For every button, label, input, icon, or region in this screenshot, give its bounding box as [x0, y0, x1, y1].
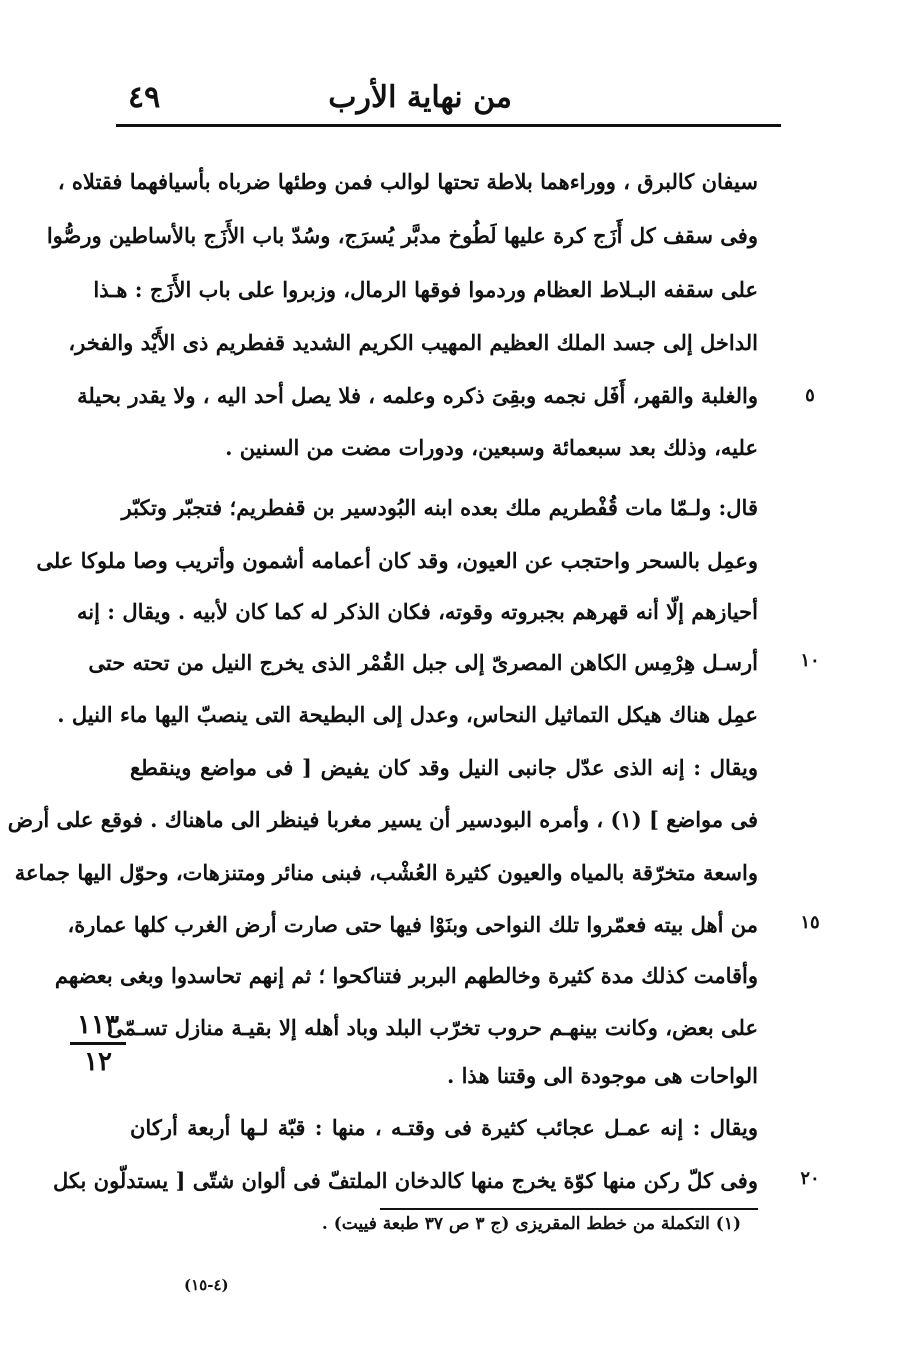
line-number-10: ١٠: [800, 650, 820, 671]
text-line-14: واسعة متخرّقة بالمياه والعيون كثيرة العُشْب، فبنى منائر ومتنزهات، وحوّل اليها جماعة: [14, 860, 758, 885]
footnote-divider: [380, 1208, 758, 1210]
signature-mark: (٤-١٥): [184, 1276, 229, 1294]
text-line-20: وفى كلّ ركن منها كوّة يخرج منها كالدخان الملتفّ فى ألوان شتّى [ يستدلّون بكل: [52, 1168, 758, 1193]
text-line-19: ويقال : إنه عمـل عجائب كثيرة فى وقتـه ، منها : قبّة لـها أربعة أركان: [130, 1115, 758, 1140]
running-title: من نهاية الأرب: [328, 80, 512, 115]
text-line-6: عليه، وذلك بعد سبعمائة وسبعين، ودورات مضت من السنين .: [225, 435, 758, 460]
text-line-15: من أهل بيته فعمّروا تلك النواحى وبنَوْا فيها حتى صارت أرض الغرب كلها عمارة،: [67, 912, 758, 937]
text-line-18: الواحات هى موجودة الى وقتنا هذا .: [446, 1063, 758, 1088]
page-number: ٤٩: [128, 80, 161, 115]
text-line-10: أرسـل هِرْمِس الكاهن المصرىّ إلى جبل القُمْر الذى يخرج النيل من تحته حتى: [88, 650, 758, 675]
margin-reference-top: ١١٣: [77, 1010, 119, 1040]
line-number-20: ٢٠: [800, 1168, 820, 1189]
text-line-1: سيفان كالبرق ، ووراءهما بلاطة تحتها لوالب فمن وطئها ضرباه بأسيافهما فقتلاه ،: [57, 169, 758, 194]
margin-reference-bottom: ١٢: [84, 1047, 112, 1077]
text-line-12: ويقال : إنه الذى عدّل جانبى النيل وقد كان يفيض [ فى مواضع وينقطع: [130, 755, 758, 780]
text-line-2: وفى سقف كل أَزَج كرة عليها لَطُوخ مدبَّر يُسرَج، وسُدّ باب الأَزَج بالأساطين ورصُّوا: [46, 223, 758, 248]
text-line-11: عمِل هناك هيكل التماثيل النحاس، وعدل إلى البطيحة التى ينصبّ اليها ماء النيل .: [57, 702, 758, 727]
text-line-7: قال: ولـمّا مات قُفْطريم ملك بعده ابنه البُودسير بن قفطريم؛ فتجبّر وتكبّر: [121, 495, 758, 520]
text-line-9: أحيازهم إلّا أنه قهرهم بجبروته وقوته، فكان الذكر له كما كان لأبيه . ويقال : إنه: [77, 599, 758, 624]
line-number-5: ٥: [805, 385, 815, 406]
text-line-13: فى مواضع ] (١) ، وأمره البودسير أن يسير مغربا فينظر الى ماهناك . فوقع على أرض: [7, 807, 758, 832]
text-line-5: والغلبة والقهر، أَفَل نجمه وبقِىَ ذكره وعلمه ، فلا يصل أحد اليه ، ولا يقدر بحيلة: [77, 383, 758, 408]
text-line-3: على سقفه البـلاط العظام وردموا فوقها الرمال، وزبروا على باب الأَزَج : هـذا: [93, 277, 758, 302]
text-line-8: وعمِل بالسحر واحتجب عن العيون، وقد كان أعمامه أشمون وأتريب وصا ملوكا على: [36, 548, 758, 573]
text-line-16: وأقامت كذلك مدة كثيرة وخالطهم البربر فتناكحوا ؛ ثم إنهم تحاسدوا وبغى بعضهم: [54, 963, 758, 988]
line-number-15: ١٥: [800, 912, 820, 933]
text-line-4: الداخل إلى جسد الملك العظيم المهيب الكريم الشديد قفطريم ذى الأَيْد والفخر،: [68, 330, 758, 355]
margin-reference: [66, 1010, 130, 1077]
text-line-17: على بعض، وكانت بينهـم حروب تخرّب البلد وباد أهله إلا بقيـة منازل تسـمّى: [107, 1015, 758, 1040]
footnote: (١) التكملة من خطط المقريزى (ج ٣ ص ٣٧ طبعة فييت) .: [321, 1214, 741, 1234]
margin-reference-rule: [70, 1042, 126, 1045]
header-divider: [116, 124, 781, 127]
